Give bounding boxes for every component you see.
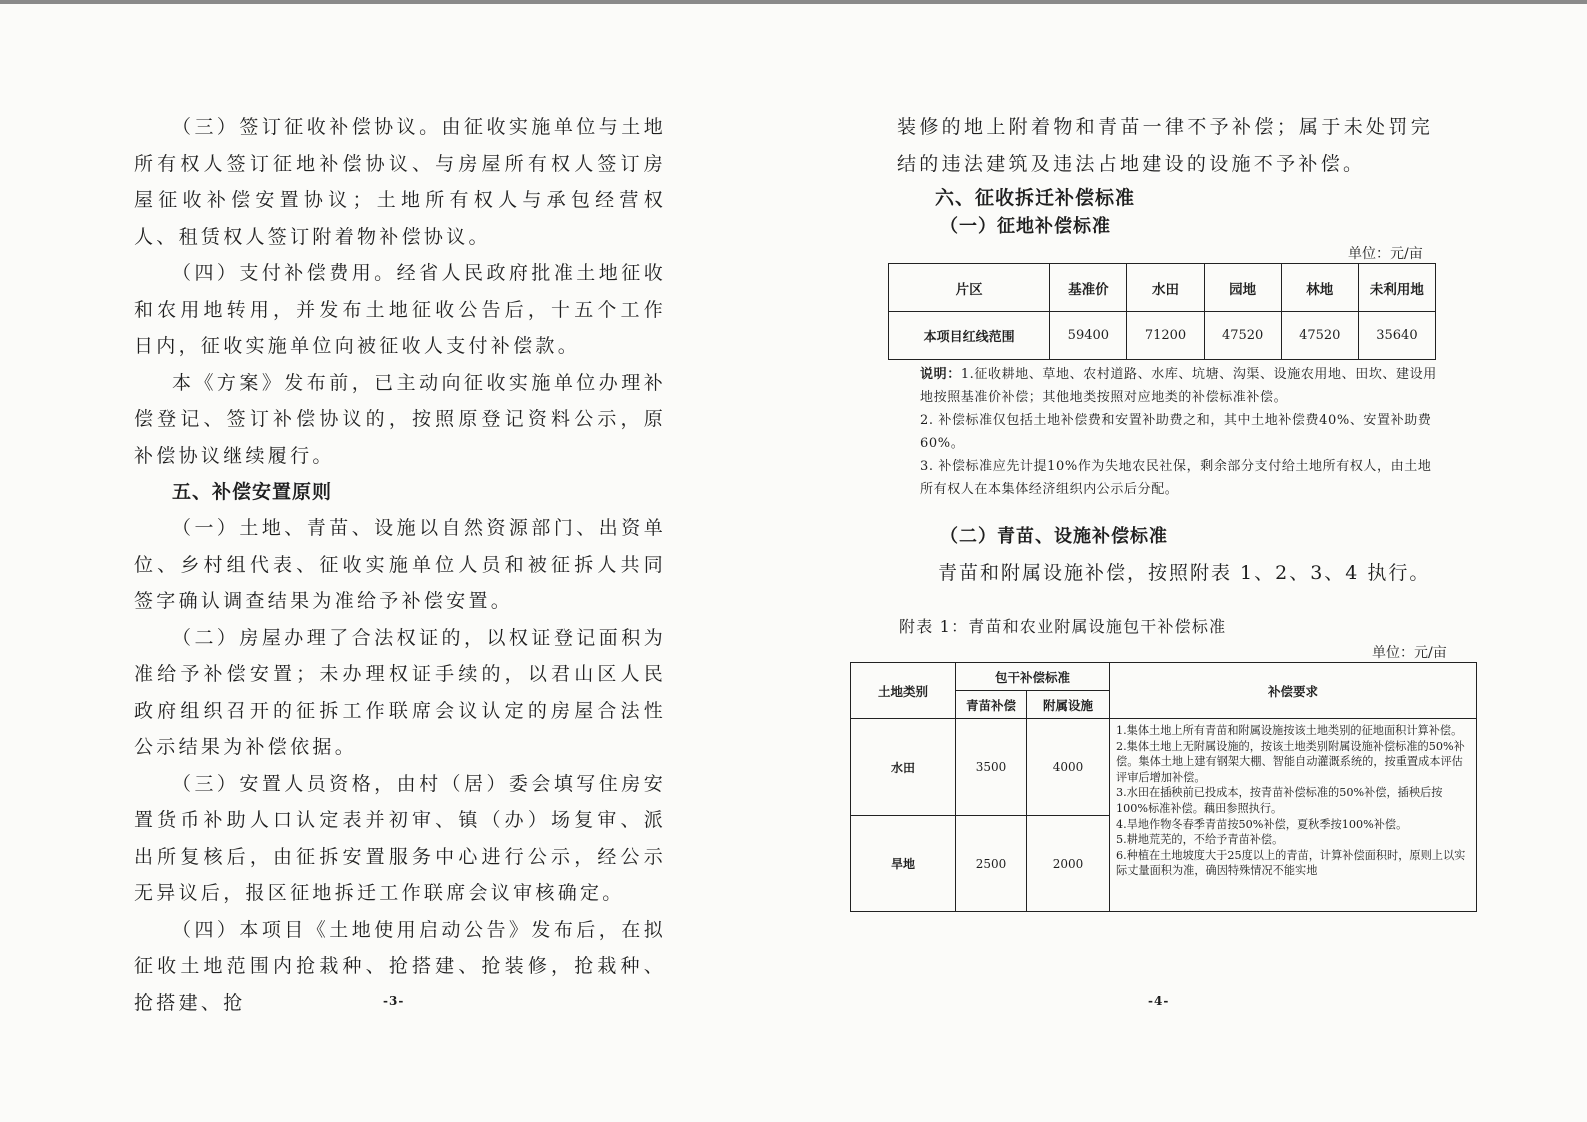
section-5-heading: 五、补偿安置原则 [172, 481, 333, 503]
paragraph-continuation: 装修的地上附着物和青苗一律不予补偿；属于未处罚完结的违法建筑及违法占地建设的设施不予补偿。 [897, 116, 1433, 175]
col-unused: 未利用地 [1358, 264, 1435, 312]
col-forest: 林地 [1281, 264, 1358, 312]
table1-unit: 单位：元/亩 [1348, 246, 1423, 262]
page-number-4: -4- [1148, 994, 1170, 1008]
table-header-row [889, 264, 1436, 312]
right-page-top [897, 109, 1433, 182]
col-seedling: 青苗补偿 [956, 691, 1027, 719]
requirement-5: 5.耕地荒芜的，不给予青苗补偿。 [1116, 833, 1284, 847]
cell-base-price: 59400 [1050, 312, 1127, 360]
cell-dry-seedling: 2500 [956, 816, 1027, 912]
subsection-2-heading: （二）青苗、设施补偿标准 [940, 526, 1168, 547]
note-1-text: 1.征收耕地、草地、农村道路、水库、坑塘、沟渠、设施农用地、田坎、建设用地按照基准价补偿；其他地类按照对应地类的补偿标准补偿。 [920, 367, 1437, 405]
requirement-3: 3.水田在插秧前已投成本，按青苗补偿标准的50%补偿，插秧后按100%标准补偿。藕田参照执行。 [1116, 786, 1443, 815]
appendix-1-title: 附表 1：青苗和农业附属设施包干补偿标准 [899, 617, 1227, 636]
cell-paddy-land: 水田 [851, 719, 956, 816]
table2-unit: 单位：元/亩 [1372, 645, 1447, 661]
requirement-2: 2.集体土地上无附属设施的，按该土地类别附属设施补偿标准的50%补偿。集体土地上建有钢架大棚、智能自动灌溉系统的，按重置成本评估评审后增加补偿。 [1116, 739, 1465, 784]
notes-label: 说明： [920, 367, 961, 382]
requirement-1: 1.集体土地上所有青苗和附属设施按该土地类别的征地面积计算补偿。 [1116, 724, 1463, 737]
note-2: 2. 补偿标准仅包括土地补偿费和安置补助费之和，其中土地补偿费40%、安置补助费60%。 [920, 413, 1432, 451]
seedling-reference-text: 青苗和附属设施补偿，按照附表 1、2、3、4 执行。 [938, 562, 1431, 584]
requirement-4: 4.旱地作物冬春季青苗按50%补偿，夏秋季按100%补偿。 [1116, 817, 1408, 831]
cell-district: 本项目红线范围 [889, 312, 1050, 360]
seedling-compensation-table [850, 662, 1477, 912]
cell-paddy: 71200 [1127, 312, 1204, 360]
cell-unused: 35640 [1358, 312, 1435, 360]
col-facility: 附属设施 [1027, 691, 1110, 719]
paragraph-rush-planting: （四）本项目《土地使用启动公告》发布后，在拟征收土地范围内抢栽种、抢搭建、抢装修，抢栽种、抢搭建、抢 [134, 918, 666, 1014]
left-page-body [134, 109, 666, 1021]
col-district: 片区 [889, 264, 1050, 312]
cell-dry-facility: 2000 [1027, 816, 1110, 912]
paragraph-prior-agreements: 本《方案》发布前，已主动向征收实施单位办理补偿登记、签订补偿协议的，按照原登记资料公示，原补偿协议继续履行。 [134, 371, 666, 467]
note-3: 3. 补偿标准应先计提10%作为失地农民社保，剩余部分支付给土地所有权人，由土地所有权人在本集体经济组织内公示后分配。 [920, 459, 1432, 497]
section-6-heading: 六、征收拆迁补偿标准 [935, 187, 1136, 209]
left-page [0, 0, 790, 1122]
note-1 [897, 363, 1437, 409]
cell-dry-land: 旱地 [851, 816, 956, 912]
cell-forest: 47520 [1281, 312, 1358, 360]
col-requirements: 补偿要求 [1110, 663, 1477, 719]
paragraph-sign-agreement: （三）签订征收补偿协议。由征收实施单位与土地所有权人签订征地补偿协议、与房屋所有权人签订房屋征收补偿安置协议；土地所有权人与承包经营权人、租赁权人签订附着物补偿协议。 [134, 116, 666, 248]
paragraph-land-seedlings: （一）土地、青苗、设施以自然资源部门、出资单位、乡村组代表、征收实施单位人员和被征拆人共同签字确认调查结果为准给予补偿安置。 [134, 517, 666, 612]
col-base-price: 基准价 [1050, 264, 1127, 312]
table2-header-row-1 [851, 663, 1477, 691]
cell-paddy-facility: 4000 [1027, 719, 1110, 816]
paragraph-housing: （二）房屋办理了合法权证的，以权证登记面积为准给予补偿安置；未办理权证手续的，以君山区人民政府组织召开的征拆工作联席会议认定的房屋合法性公示结果为补偿依据。 [134, 626, 666, 758]
col-package-standard: 包干补偿标准 [956, 663, 1110, 691]
col-land-type: 土地类别 [851, 663, 956, 719]
right-page [790, 0, 1587, 1122]
cell-garden: 47520 [1204, 312, 1281, 360]
land-compensation-table [888, 263, 1436, 360]
cell-requirements [1110, 719, 1477, 912]
col-garden: 园地 [1204, 264, 1281, 312]
cell-paddy-seedling: 3500 [956, 719, 1027, 816]
requirement-6: 6.种植在土地坡度大于25度以上的青苗，计算补偿面积时，原则上以实际丈量面积为准，确因特殊情况不能实地 [1116, 848, 1466, 878]
col-paddy: 水田 [1127, 264, 1204, 312]
table-row [851, 719, 1477, 816]
page-number-3: -3- [383, 994, 405, 1008]
paragraph-pay-compensation: （四）支付补偿费用。经省人民政府批准土地征收和农用地转用，并发布土地征收公告后，十五个工作日内，征收实施单位向被征收人支付补偿款。 [134, 262, 666, 357]
subsection-1-heading: （一）征地补偿标准 [940, 216, 1111, 237]
table-row [889, 312, 1436, 360]
paragraph-eligibility: （三）安置人员资格，由村（居）委会填写住房安置货币补助人口认定表并初审、镇（办）场复审、派出所复核后，由征拆安置服务中心进行公示，经公示无异议后，报区征地拆迁工作联席会议审核确定。 [134, 772, 666, 904]
table1-notes [897, 363, 1437, 501]
